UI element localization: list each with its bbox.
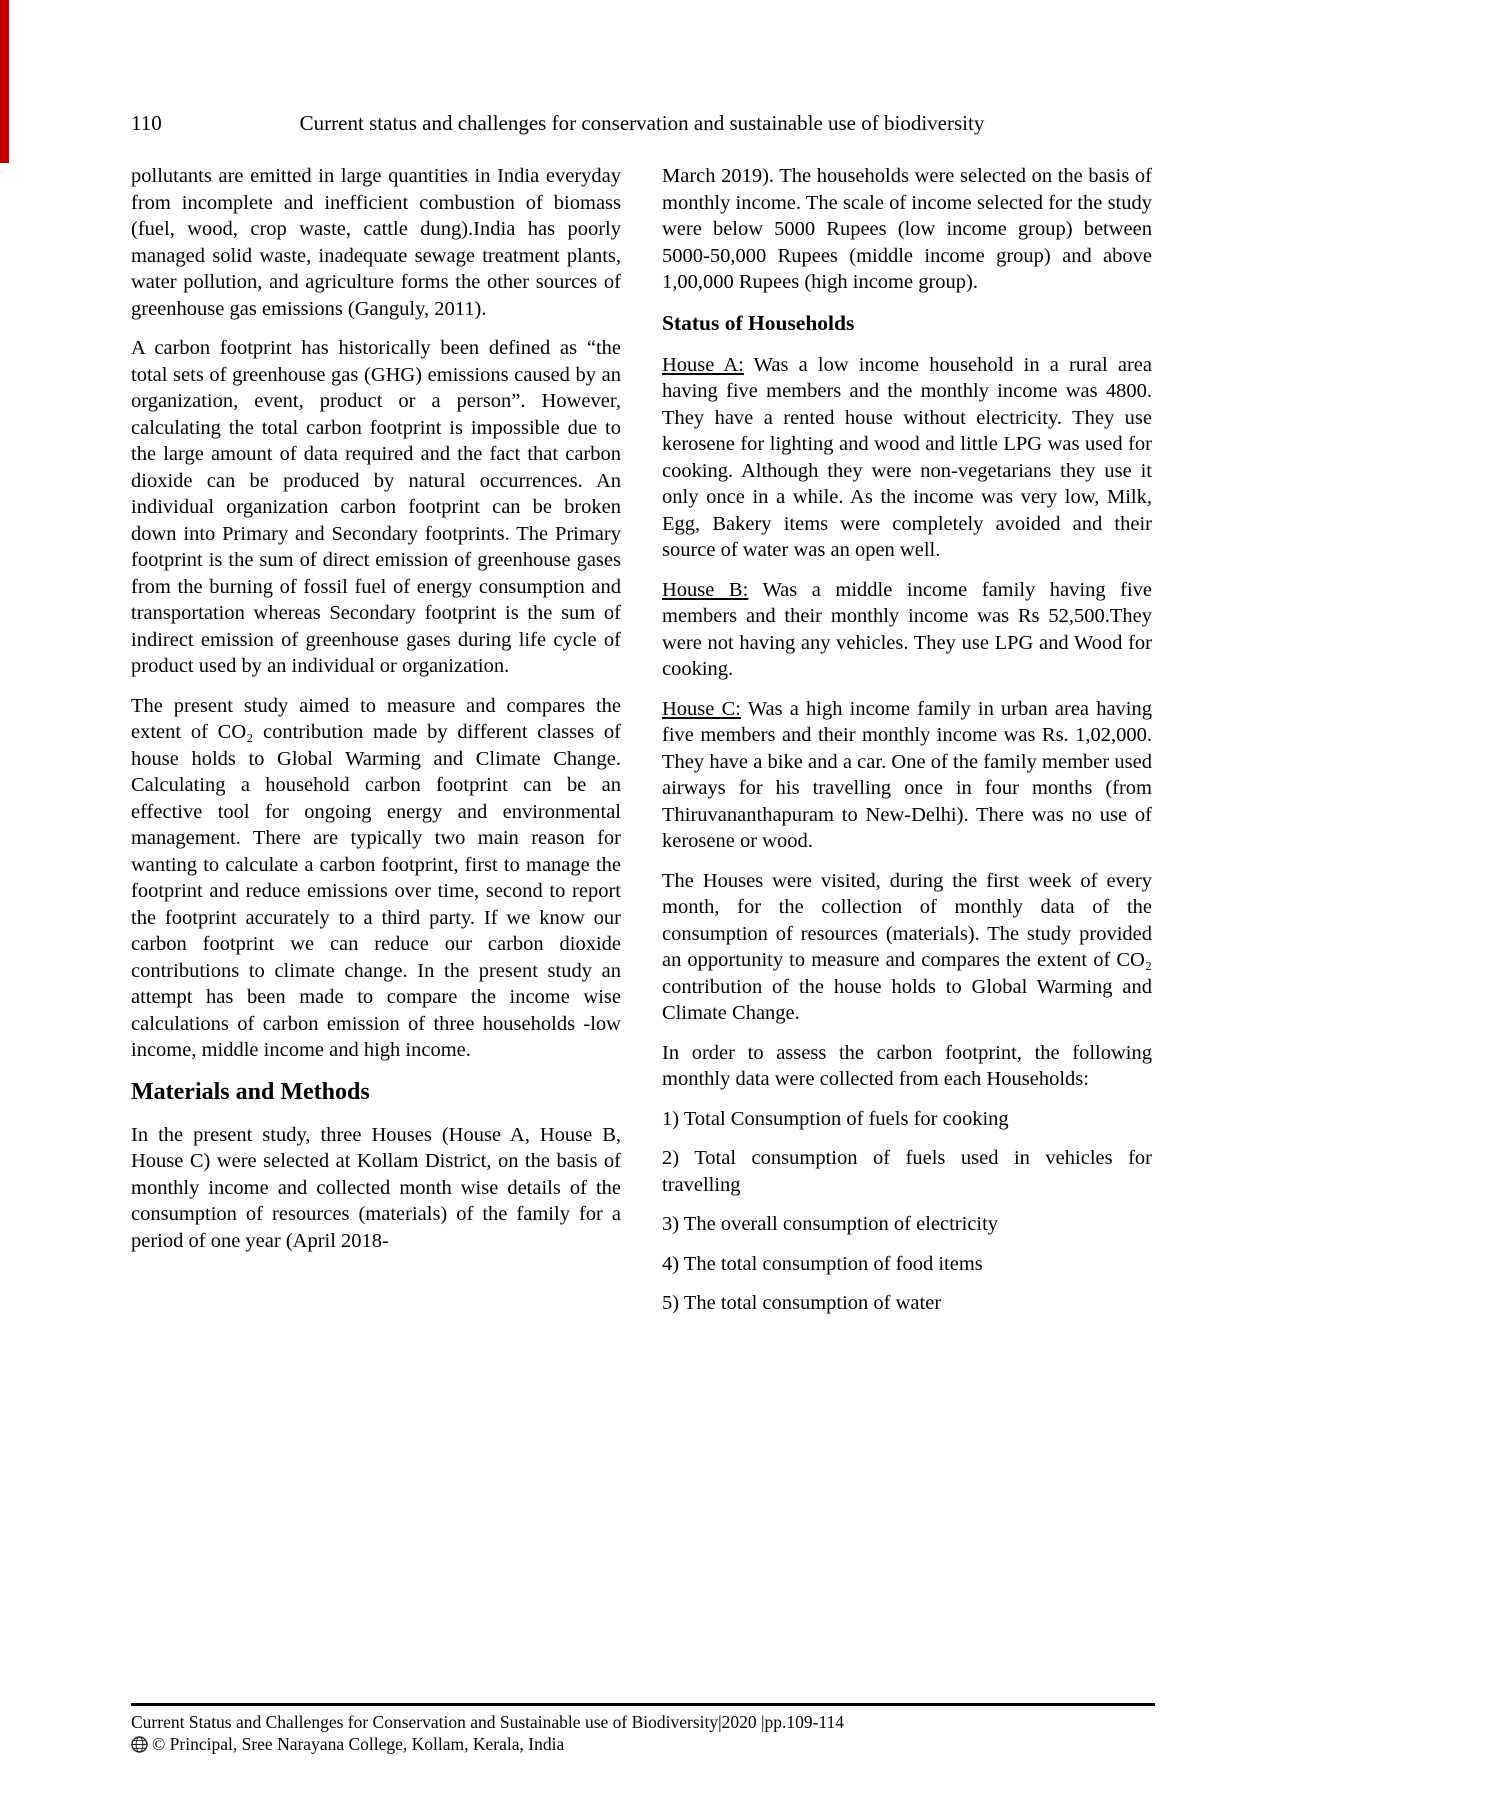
right-column bbox=[662, 163, 1152, 1330]
house-c-text: Was a high income family in urban area having five members and their monthly income was Rs. 1,02,000. They have a bike and a car. One of the family member used airways for his travelling once in four months (from Thiruvananthapuram to New-Delhi). There was no use of kerosene or wood. bbox=[662, 697, 1153, 852]
house-b-text: Was a middle income family having five members and their monthly income was Rs 52,500.They were not having any vehicles. They use LPG and Wood for cooking. bbox=[662, 578, 1153, 680]
footer-copyright: © Principal, Sree Narayana College, Kollam, Kerala, India bbox=[152, 1734, 565, 1754]
house-a-label: House A: bbox=[662, 353, 744, 376]
two-column-body bbox=[131, 163, 1153, 1330]
house-b-label: House B: bbox=[662, 578, 749, 601]
page-number: 110 bbox=[131, 111, 162, 135]
list-item-1: 1) Total Consumption of fuels for cooking bbox=[662, 1107, 1009, 1130]
running-title: Current status and challenges for conservation and sustainable use of biodiversity bbox=[299, 111, 985, 135]
household-c-paragraph bbox=[662, 696, 1152, 855]
list-item-3: 3) The overall consumption of electricity bbox=[662, 1213, 999, 1235]
household-a-paragraph bbox=[662, 352, 1152, 564]
list-item-4: 4) The total consumption of food items bbox=[662, 1252, 983, 1275]
household-b-paragraph bbox=[662, 577, 1152, 683]
list-item-5: 5) The total consumption of water bbox=[662, 1292, 942, 1314]
intro-paragraph-1: pollutants are emitted in large quantities in India everyday from incomplete and inefficient combustion of biomass (fuel, wood, crop waste, cattle dung).India has poorly managed solid waste, inadequate sewage treatment plants, water pollution, and agriculture forms the other sources of greenhouse gas emissions (Ganguly, 2011). bbox=[131, 165, 621, 320]
section-heading-materials-and-methods: Materials and Methods bbox=[131, 1078, 370, 1105]
footer-divider bbox=[131, 1703, 1155, 1706]
section-heading-status-of-households: Status of Households bbox=[662, 310, 855, 335]
house-a-text: Was a low income household in a rural area having five members and the monthly income was 4800. They have a rented house without electricity. They use kerosene for lighting and wood and little LPG was used for cooking. Although they were non-vegetarians they use it only once in a while. As the income was very low, Milk, Egg, Bakery items were completely avoided and their source of water was an open well. bbox=[662, 353, 1152, 561]
list-item-2: 2) Total consumption of fuels used in vehicles for travelling bbox=[662, 1147, 1152, 1196]
carbon-footprint-definition-paragraph: A carbon footprint has historically been defined as “the total sets of greenhouse gas (GHG) emissions caused by an organization, event, product or a person”. However, calculating the total carbon footprint is impossible due to the large amount of data required and the fact that carbon dioxide can be produced by natural occurrences. An individual organization carbon footprint can be broken down into Primary and Secondary footprints. The Primary footprint is the sum of direct emission of greenhouse gases from the burning of fossil fuel of energy consumption and transportation whereas Secondary footprint is the sum of indirect emission of greenhouse gases during life cycle of product used by an individual or organization. bbox=[131, 337, 621, 677]
house-c-label: House C: bbox=[662, 697, 741, 720]
red-edge-ribbon bbox=[0, 0, 9, 163]
footer-citation: Current Status and Challenges for Conservation and Sustainable use of Biodiversity|2020 |pp.109-114 bbox=[131, 1712, 845, 1732]
page-content bbox=[131, 110, 1153, 1330]
materials-methods-paragraph: In the present study, three Houses (House A, House B, House C) were selected at Kollam District, on the basis of monthly income and collected month wise details of the consumption of resources (materials) of the family for a period of one year (April 2018- bbox=[131, 1123, 621, 1252]
continuation-paragraph: March 2019). The households were selected on the basis of monthly income. The scale of income selected for the study were below 5000 Rupees (low income group) between 5000-50,000 Rupees (middle income group) and above 1,00,000 Rupees (high income group). bbox=[662, 165, 1152, 293]
houses-visited-paragraph: The Houses were visited, during the first week of every month, for the collection of monthly data of the consumption of resources (materials). The study provided an opportunity to measure and compares the extent of CO₂ contribution of the house holds to Global Warming and Climate Change. bbox=[662, 869, 1152, 1024]
left-column bbox=[131, 163, 621, 1267]
footer-copyright-line bbox=[131, 1733, 1155, 1755]
page-footer bbox=[131, 1703, 1155, 1755]
page-header bbox=[131, 110, 1153, 137]
present-study-paragraph: The present study aimed to measure and compares the extent of CO₂ contribution made by different classes of house holds to Global Warming and Climate Change. Calculating a household carbon footprint can be an effective tool for ongoing energy and environmental management. There are typically two main reason for wanting to calculate a carbon footprint, first to manage the footprint and reduce emissions over time, second to report the footprint accurately to a third party. If we know our carbon footprint we can reduce our carbon dioxide contributions to climate change. In the present study an attempt has been made to compare the income wise calculations of carbon emission of three households -low income, middle income and high income. bbox=[131, 694, 621, 1061]
assess-footprint-paragraph: In order to assess the carbon footprint, the following monthly data were collected from each Households: bbox=[662, 1041, 1152, 1090]
globe-stamp-icon bbox=[131, 1736, 148, 1753]
